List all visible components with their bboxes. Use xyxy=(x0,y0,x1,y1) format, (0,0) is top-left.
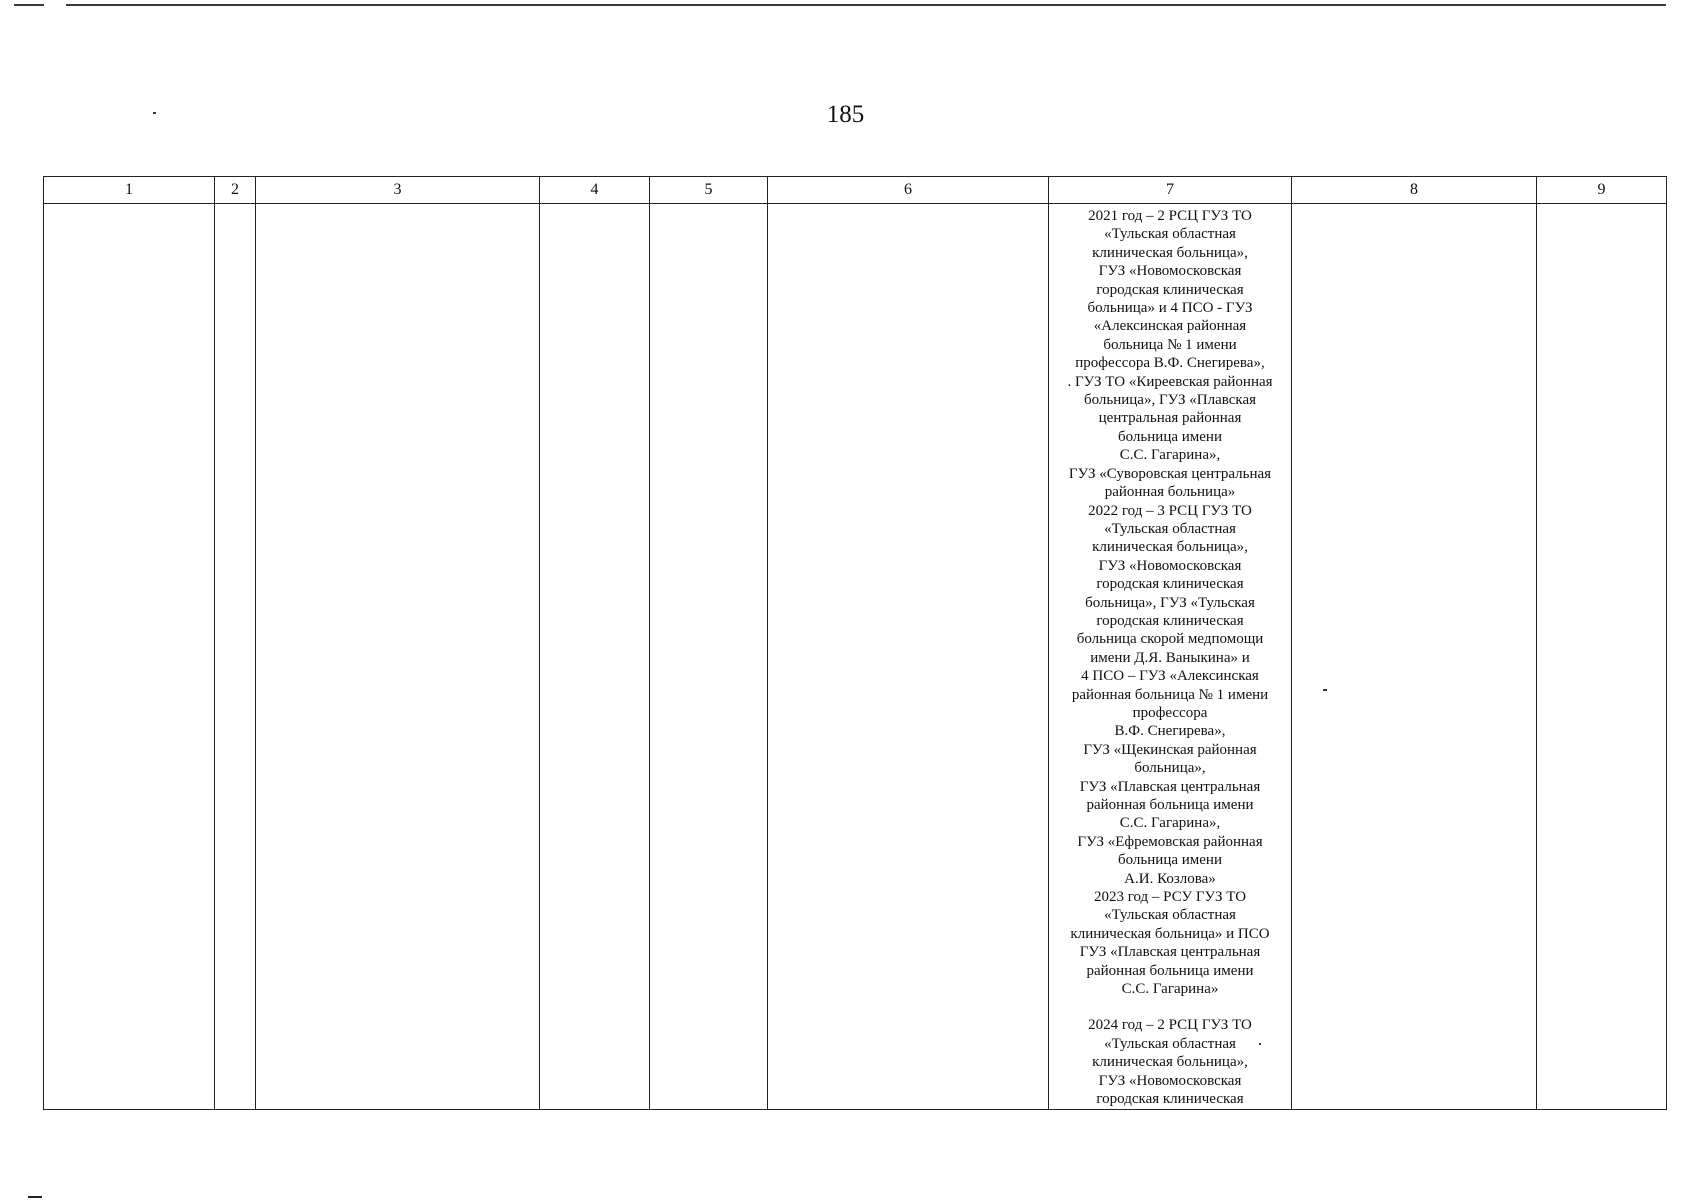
cell-col-2 xyxy=(215,204,256,1110)
cell-text-line: ГУЗ «Плавская центральная xyxy=(1079,778,1261,795)
column-header-7: 7 xyxy=(1049,177,1292,204)
cell-text-line: ГУЗ «Ефремовская районная xyxy=(1077,833,1263,850)
cell-text-line: районная больница» xyxy=(1104,484,1236,501)
footer-mark xyxy=(28,1196,42,1198)
cell-text-line: 2024 год – 2 РСЦ ГУЗ ТО xyxy=(1088,1017,1252,1034)
cell-text-line: клиническая больница» и ПСО xyxy=(1070,925,1270,942)
cell-text-line: больница имени xyxy=(1118,852,1222,869)
cell-text-line: больница», ГУЗ «Плавская xyxy=(1083,392,1257,409)
cell-text-line: А.И. Козлова» xyxy=(1124,870,1216,887)
cell-text-line: клиническая больница», xyxy=(1092,1054,1248,1071)
cell-text-line: ГУЗ «Суворовская центральная xyxy=(1068,465,1272,482)
scan-speck xyxy=(1259,1043,1261,1045)
cell-text-line: районная больница имени xyxy=(1086,962,1254,979)
cell-col-1 xyxy=(44,204,215,1110)
cell-text-line: городская клиническая xyxy=(1096,281,1244,298)
column-header-3: 3 xyxy=(256,177,540,204)
cell-col-5 xyxy=(650,204,768,1110)
cell-text-line: центральная районная xyxy=(1098,410,1242,427)
column-header-5: 5 xyxy=(650,177,768,204)
column-header-1: 1 xyxy=(44,177,215,204)
cell-col-4 xyxy=(540,204,650,1110)
cell-text-line: больница», xyxy=(1134,760,1206,777)
cell-text-line: С.С. Гагарина» xyxy=(1121,981,1219,998)
cell-text-line: больница № 1 имени xyxy=(1103,336,1237,353)
cell-text-line: «Алексинская районная xyxy=(1093,318,1247,335)
cell-text-line: клиническая больница», xyxy=(1092,539,1248,556)
cell-text-line: районная больница № 1 имени xyxy=(1071,686,1269,703)
cell-text-line: ГУЗ «Плавская центральная xyxy=(1079,944,1261,961)
cell-text-line: районная больница имени xyxy=(1086,797,1254,813)
column-header-9: 9 xyxy=(1537,177,1667,204)
cell-text-line: 2021 год – 2 РСЦ ГУЗ ТО xyxy=(1088,208,1252,224)
cell-text-line: городская клиническая xyxy=(1096,576,1244,593)
table-row xyxy=(44,204,1667,1110)
cell-col-7 xyxy=(1049,204,1292,1110)
cell-text-line: 2023 год – РСУ ГУЗ ТО xyxy=(1093,889,1247,906)
cell-text-line: В.Ф. Снегирева», xyxy=(1114,723,1226,740)
column-header-4: 4 xyxy=(540,177,650,204)
cell-text-line: «Тульская областная xyxy=(1104,520,1236,537)
data-table xyxy=(43,176,1667,1110)
cell-col-8 xyxy=(1292,204,1537,1110)
cell-text-line: городская клиническая xyxy=(1096,1091,1244,1108)
cell-text-line: больница имени xyxy=(1118,428,1222,445)
cell-text-line: городская клиническая xyxy=(1096,612,1244,629)
cell-text-line: С.С. Гагарина», xyxy=(1119,815,1221,832)
cell-text-line: ГУЗ «Щекинская районная xyxy=(1083,741,1257,758)
header-row xyxy=(44,177,1667,204)
cell-text-line: «Тульская областная xyxy=(1104,1035,1236,1052)
top-rule-short xyxy=(14,4,44,6)
cell-text-line: «Тульская областная xyxy=(1104,907,1236,924)
cell-col-9 xyxy=(1537,204,1667,1110)
cell-text-line: 4 ПСО – ГУЗ «Алексинская xyxy=(1081,668,1259,685)
cell-col-3 xyxy=(256,204,540,1110)
page-number: 185 xyxy=(826,101,865,128)
cell-text-line: ГУЗ «Новомосковская xyxy=(1098,263,1242,280)
cell-col-7-text xyxy=(1049,204,1291,1109)
cell-text-line: больница», ГУЗ «Тульская xyxy=(1085,594,1255,611)
column-header-6: 6 xyxy=(768,177,1049,204)
column-header-2: 2 xyxy=(215,177,256,204)
cell-text-line: ГУЗ «Новомосковская xyxy=(1098,1072,1242,1089)
scan-speck xyxy=(153,112,156,114)
cell-text-line: профессора xyxy=(1132,704,1208,721)
top-rule-long xyxy=(66,4,1666,6)
cell-text-line: «Тульская областная xyxy=(1104,226,1236,243)
paragraph-gap xyxy=(1049,998,1291,1016)
cell-text-line: 2022 год – 3 РСЦ ГУЗ ТО xyxy=(1088,502,1252,519)
cell-text-line: ГУЗ «Новомосковская xyxy=(1098,557,1242,574)
cell-text-line: больница» и 4 ПСО - ГУЗ xyxy=(1087,300,1253,317)
cell-text-line: С.С. Гагарина», xyxy=(1119,447,1221,464)
cell-text-line: имени Д.Я. Ваныкина» и xyxy=(1090,649,1250,666)
cell-text-line: . ГУЗ ТО «Киреевская районная xyxy=(1067,373,1273,390)
scan-speck xyxy=(1323,689,1327,691)
cell-col-6 xyxy=(768,204,1049,1110)
cell-text-line: клиническая больница», xyxy=(1092,244,1248,261)
column-header-8: 8 xyxy=(1292,177,1537,204)
cell-text-line: больница скорой медпомощи xyxy=(1076,631,1264,648)
cell-text-line: профессора В.Ф. Снегирева», xyxy=(1075,355,1265,372)
